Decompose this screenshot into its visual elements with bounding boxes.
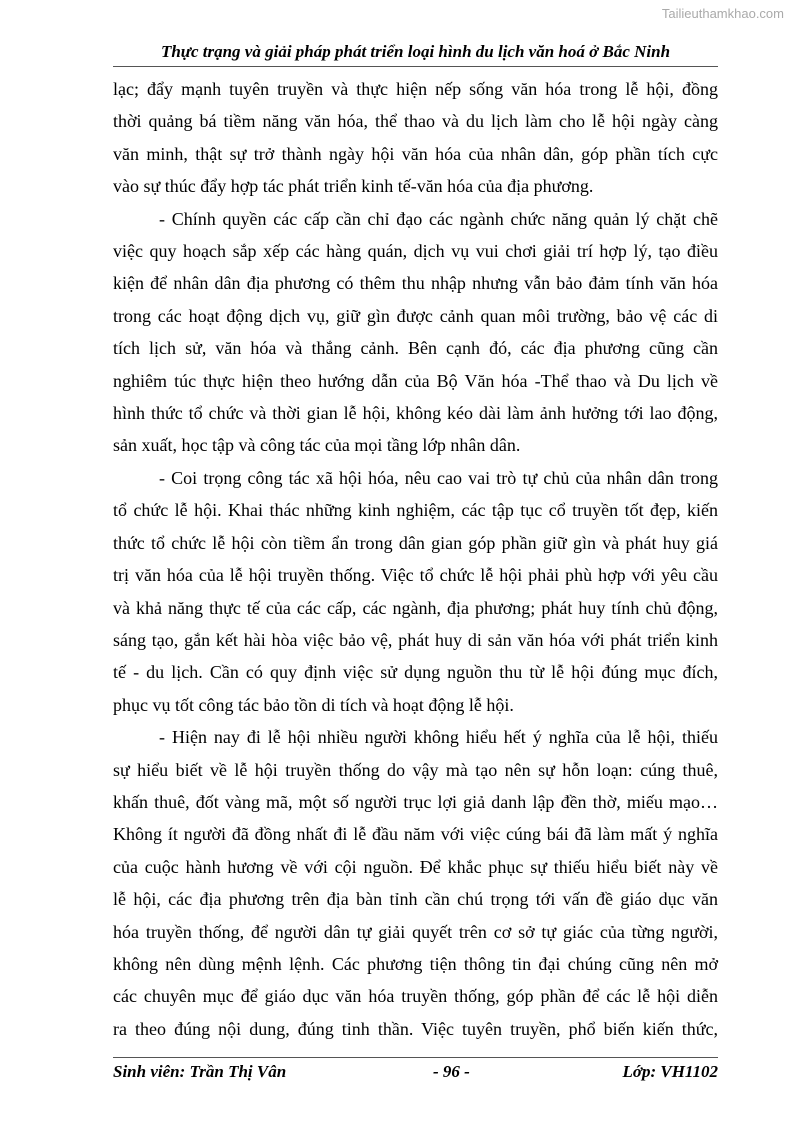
paragraph bbox=[113, 73, 718, 203]
paragraph bbox=[113, 203, 718, 462]
footer-student: Sinh viên: Trần Thị Vân bbox=[113, 1062, 287, 1081]
watermark: Tailieuthamkhao.com bbox=[661, 6, 784, 21]
text-line: tích lịch sử, văn hóa và thắng cảnh. Bên cạnh đó, các địa phương cũng cần bbox=[113, 338, 718, 359]
text-line: việc quy hoạch sắp xếp các hàng quán, dịch vụ vui chơi giải trí hợp lý, tạo điều bbox=[113, 241, 718, 262]
text-line: vào sự thúc đẩy hợp tác phát triển kinh tế-văn hóa của địa phương. bbox=[113, 176, 594, 197]
text-line: - Chính quyền các cấp cần chỉ đạo các ngành chức năng quản lý chặt chẽ bbox=[159, 208, 718, 229]
footer-rule bbox=[113, 1057, 718, 1058]
text-line: của cuộc hành hương về với cội nguồn. Để khắc phục sự thiếu hiểu biết này về bbox=[113, 856, 718, 877]
text-line: lạc; đẩy mạnh tuyên truyền và thực hiện nếp sống văn hóa trong lễ hội, đồng bbox=[113, 79, 718, 99]
text-line: tế - du lịch. Cần có quy định việc sử dụng nguồn thu từ lễ hội đúng mục đích, bbox=[113, 662, 718, 683]
text-line: thời quảng bá tiềm năng văn hóa, thể thao và du lịch làm cho lễ hội ngày càng bbox=[113, 111, 718, 132]
text-line: Không ít người đã đồng nhất đi lễ đầu năm với việc cúng bái đã làm mất ý nghĩa bbox=[113, 824, 718, 845]
document-body bbox=[113, 73, 718, 1045]
text-line: nghiêm túc thực hiện theo hướng dẫn của Bộ Văn hóa -Thể thao và Du lịch về bbox=[113, 370, 718, 391]
text-line: sáng tạo, gắn kết hài hòa việc bảo vệ, phát huy di sản văn hóa với phát triển kinh bbox=[113, 629, 718, 650]
text-line: và khả năng thực tế của các cấp, các ngành, địa phương; phát huy tính chủ động, bbox=[113, 597, 718, 618]
text-line: khấn thuê, đốt vàng mã, một số người trục lợi giả danh lập đền thờ, miếu mạo… bbox=[113, 791, 718, 812]
text-line: kiện để nhân dân địa phương có thêm thu nhập nhưng vẫn bảo đảm tính văn hóa bbox=[113, 273, 718, 294]
text-line: sản xuất, học tập và công tác của mọi tầng lớp nhân dân. bbox=[113, 435, 521, 456]
page-number: - 96 - bbox=[433, 1062, 470, 1081]
text-line: phục vụ tốt công tác bảo tồn di tích và hoạt động lễ hội. bbox=[113, 694, 514, 715]
footer-class: Lớp: VH1102 bbox=[622, 1062, 718, 1081]
text-line: - Coi trọng công tác xã hội hóa, nêu cao vai trò tự chủ của nhân dân trong bbox=[159, 467, 718, 488]
text-line: ra theo đúng nội dung, đúng tinh thần. Việc tuyên truyền, phổ biến kiến thức, bbox=[113, 1018, 718, 1039]
text-line: sự hiểu biết về lễ hội truyền thống do vậy mà tạo nên sự hỗn loạn: cúng thuê, bbox=[113, 759, 718, 780]
text-line: văn minh, thật sự trở thành ngày hội văn hóa của nhân dân, góp phần tích cực bbox=[113, 143, 718, 164]
header-rule bbox=[113, 66, 718, 67]
paragraph bbox=[113, 462, 718, 721]
text-line: thức tổ chức lễ hội còn tiềm ẩn trong dân gian góp phần giữ gìn và phát huy giá bbox=[113, 532, 718, 553]
running-header: Thực trạng và giải pháp phát triển loại hình du lịch văn hoá ở Bắc Ninh bbox=[160, 42, 671, 61]
text-line: các chuyên mục để giáo dục văn hóa truyền thống, góp phần để các lễ hội diễn bbox=[113, 986, 718, 1007]
text-line: hóa truyền thống, để người dân tự giải quyết trên cơ sở tự giác của từng người, bbox=[113, 921, 718, 942]
text-line: trong các hoạt động dịch vụ, giữ gìn được cảnh quan môi trường, bảo vệ các di bbox=[113, 305, 718, 326]
paragraph bbox=[113, 721, 718, 1045]
text-line: hình thức tổ chức và thời gian lễ hội, không kéo dài làm ảnh hưởng tới lao động, bbox=[113, 403, 718, 424]
text-line: trị văn hóa của lễ hội truyền thống. Việc tổ chức lễ hội phải phù hợp với yêu cầu bbox=[113, 565, 718, 586]
text-line: tổ chức lễ hội. Khai thác những kinh nghiệm, các tập tục cổ truyền tốt đẹp, kiến bbox=[113, 500, 718, 521]
text-line: không nên dùng mệnh lệnh. Các phương tiện thông tin đại chúng cũng nên mở bbox=[113, 953, 718, 974]
text-line: - Hiện nay đi lễ hội nhiều người không hiểu hết ý nghĩa của lễ hội, thiếu bbox=[159, 727, 718, 748]
text-line: lễ hội, các địa phương trên địa bàn tỉnh cần chú trọng tới vấn đề giáo dục văn bbox=[113, 889, 718, 910]
